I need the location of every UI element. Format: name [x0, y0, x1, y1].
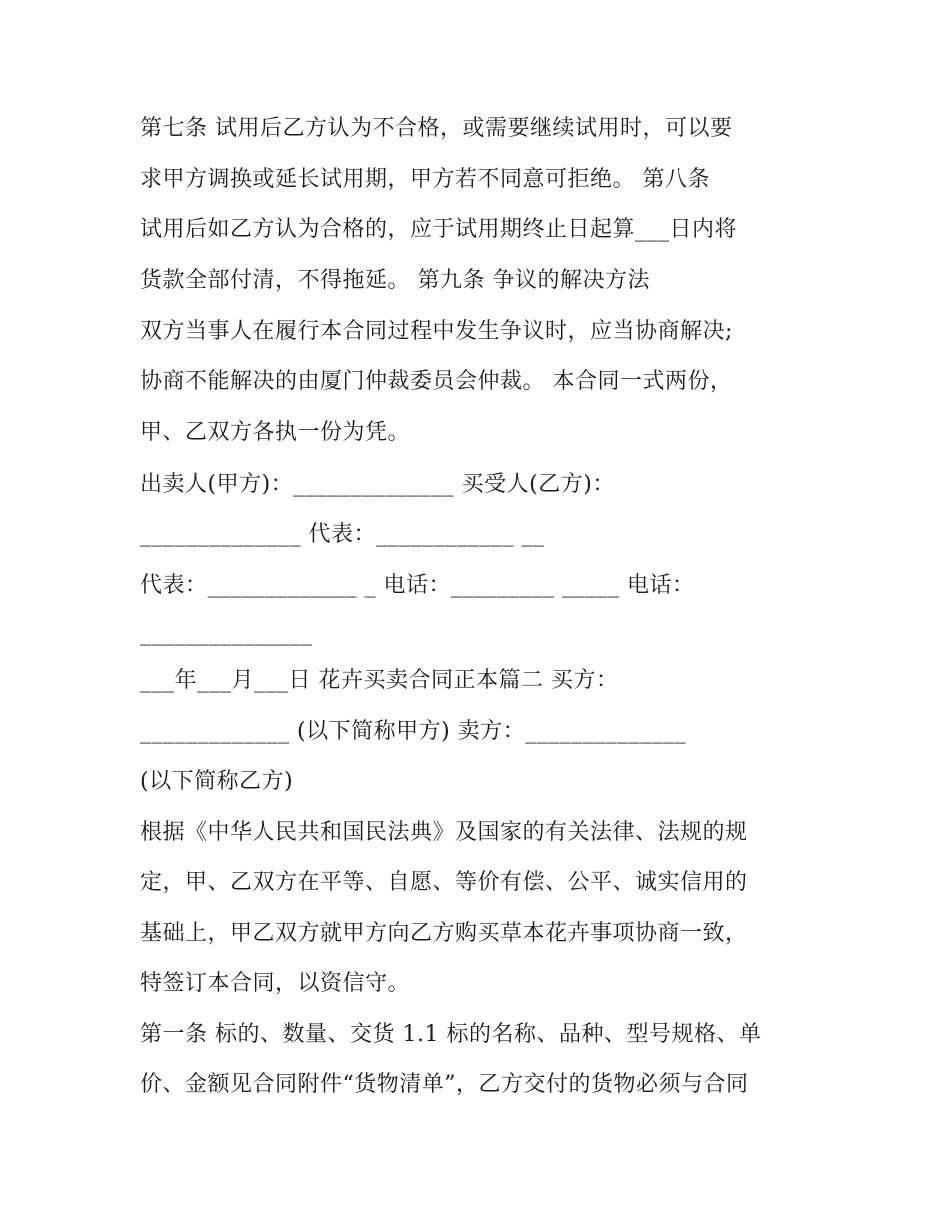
text-line: 特签订本合同，以资信守。 — [140, 971, 411, 996]
signature-line: 代表：_____________ _ 电话：_________ _____ 电话： — [140, 573, 695, 598]
text-line: 第七条 试用后乙方认为不合格，或需要继续试用时，可以要 — [140, 116, 733, 141]
signature-line: _______________ — [140, 621, 313, 646]
text-line: 第一条 标的、数量、交货 1.1 标的名称、品种、型号规格、单 — [140, 1022, 762, 1047]
date-line: ___年___月___日 花卉买卖合同正本篇二 买方： — [140, 668, 619, 693]
party-line: (以下简称乙方) — [140, 769, 294, 794]
party-line: _____________ (以下简称甲方) 卖方：______________ — [140, 719, 687, 744]
signature-line: 出卖人(甲方)：______________ 买受人(乙方)： — [140, 472, 615, 497]
text-line: 协商不能解决的由厦门仲裁委员会仲裁。 本合同一式两份， — [140, 369, 733, 394]
text-line: 定，甲、乙双方在平等、自愿、等价有偿、公平、诚实信用的 — [140, 870, 748, 895]
text-line: 根据《中华人民共和国民法典》及国家的有关法律、法规的规 — [140, 820, 748, 845]
text-line: 基础上，甲乙双方就甲方向乙方购买草本花卉事项协商一致， — [140, 921, 748, 946]
text-line: 双方当事人在履行本合同过程中发生争议时，应当协商解决; — [140, 319, 733, 344]
text-line: 甲、乙双方各执一份为凭。 — [140, 420, 411, 445]
signature-line: ______________ 代表：____________ __ — [140, 522, 545, 547]
text-line: 价、金额见合同附件“货物清单”，乙方交付的货物必须与合同 — [140, 1072, 749, 1097]
text-line: 试用后如乙方认为合格的，应于试用期终止日起算___日内将 — [140, 217, 738, 242]
text-line: 货款全部付清，不得拖延。 第九条 争议的解决方法 — [140, 268, 650, 293]
text-line: 求甲方调换或延长试用期，甲方若不同意可拒绝。 第八条 — [140, 167, 710, 192]
